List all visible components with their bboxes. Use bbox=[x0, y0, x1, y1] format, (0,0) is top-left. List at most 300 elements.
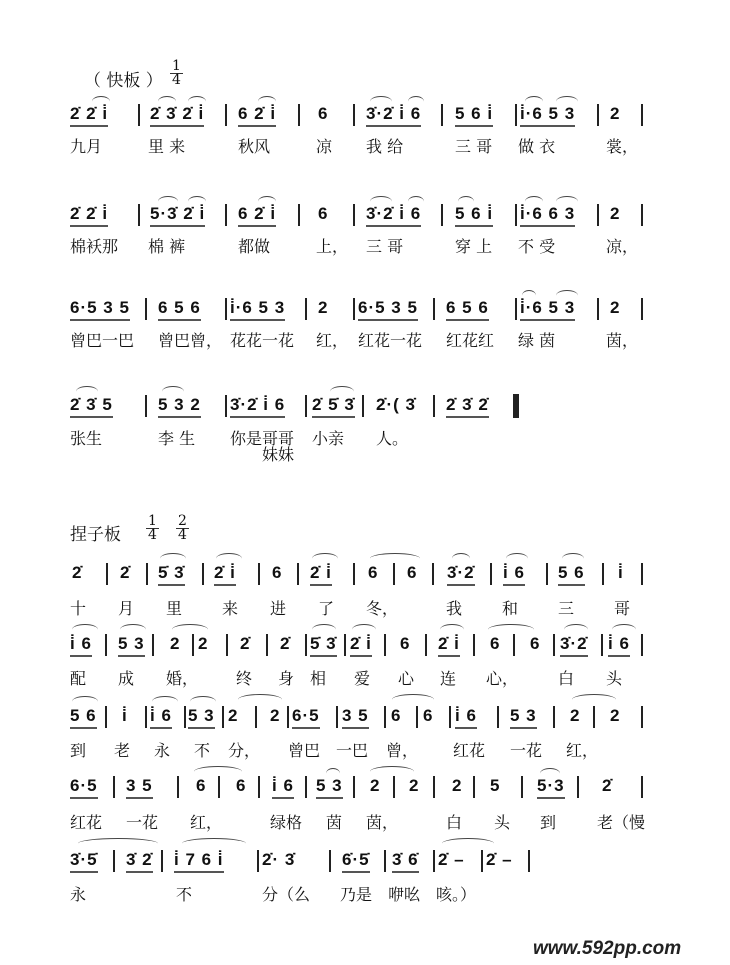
barline bbox=[597, 298, 599, 320]
measure: 6 bbox=[407, 563, 418, 582]
barline bbox=[515, 104, 517, 126]
slur bbox=[564, 624, 588, 635]
measure: 6 bbox=[236, 776, 247, 795]
barline bbox=[641, 298, 643, 320]
barline bbox=[202, 563, 204, 585]
barline bbox=[161, 850, 163, 872]
barline bbox=[225, 395, 227, 417]
lyric: 小亲 bbox=[312, 429, 345, 448]
barline bbox=[305, 298, 307, 320]
measure: 2 bbox=[318, 298, 329, 317]
barline bbox=[145, 298, 147, 320]
slur bbox=[556, 96, 578, 107]
lyric: 和 bbox=[502, 599, 519, 618]
measure: 6 2̇ i̇ bbox=[238, 104, 276, 127]
slur bbox=[506, 553, 528, 564]
measure: 5̇ 3̇ bbox=[310, 634, 337, 657]
lyric: 头 bbox=[494, 813, 511, 832]
barline bbox=[641, 776, 643, 798]
measure: 5 bbox=[490, 776, 501, 795]
lyric: 曾巴曾， bbox=[158, 331, 223, 350]
lyric: 绿格 bbox=[270, 813, 303, 832]
measure: 2̇ – bbox=[486, 850, 513, 869]
lyric: 曾巴 bbox=[288, 741, 321, 760]
measure: 6 bbox=[423, 706, 434, 725]
measure: 6 2̇ i̇ bbox=[238, 204, 276, 227]
measure: 2 bbox=[370, 776, 381, 795]
slur bbox=[238, 694, 282, 705]
slur bbox=[258, 196, 276, 207]
lyric: 乃是 bbox=[340, 885, 373, 904]
lyric: 咳。） bbox=[436, 885, 477, 904]
measure: 2 bbox=[610, 104, 621, 123]
measure: 2̇ 3̇ 5 bbox=[70, 395, 113, 418]
barline bbox=[528, 850, 530, 872]
measure: 2 bbox=[570, 706, 581, 725]
barline bbox=[329, 850, 331, 872]
lyric: 绿 茵 bbox=[518, 331, 556, 350]
barline bbox=[177, 776, 179, 798]
measure: 6 bbox=[368, 563, 379, 582]
measure: 2̇ i̇ bbox=[214, 563, 236, 586]
barline bbox=[305, 776, 307, 798]
measure: 3 5 bbox=[126, 776, 153, 799]
slur bbox=[330, 386, 354, 397]
lyric: 一花 bbox=[510, 741, 543, 760]
lyric: 分， bbox=[228, 741, 261, 760]
lyric: 头 bbox=[606, 669, 623, 688]
measure: i̇ 6 bbox=[70, 634, 92, 657]
barline bbox=[473, 776, 475, 798]
slur bbox=[72, 624, 98, 635]
time-signature: $\frac{1}{4}$ bbox=[172, 58, 181, 88]
barline bbox=[305, 634, 307, 656]
measure: 2̇ 3̇ 2̇ i̇ bbox=[150, 104, 204, 127]
measure: 2̇ 2̇ i̇ bbox=[70, 204, 108, 227]
tempo-label-kuaiban: （ 快板 ） bbox=[84, 71, 163, 91]
barline bbox=[258, 776, 260, 798]
barline bbox=[515, 298, 517, 320]
barline bbox=[225, 204, 227, 226]
barline bbox=[255, 706, 257, 728]
lyric: 分（么 bbox=[262, 885, 311, 904]
lyric: 曾， bbox=[386, 741, 419, 760]
measure: 5·3 bbox=[537, 776, 565, 799]
measure: 6 bbox=[272, 563, 283, 582]
lyric: 红花 bbox=[70, 813, 103, 832]
barline bbox=[353, 298, 355, 320]
measure: 2 bbox=[452, 776, 463, 795]
barline bbox=[641, 204, 643, 226]
barline bbox=[513, 634, 515, 656]
measure: 6̇·5̇ bbox=[342, 850, 370, 873]
lyric: 红， bbox=[316, 331, 349, 350]
lyric: 茵 bbox=[326, 813, 343, 832]
lyric: 红， bbox=[566, 741, 599, 760]
lyric: 里 bbox=[166, 599, 183, 618]
slur bbox=[190, 696, 216, 707]
lyric: 连 bbox=[440, 669, 457, 688]
slur bbox=[408, 196, 424, 207]
slur bbox=[572, 694, 616, 705]
slur bbox=[408, 96, 424, 107]
measure: 2 bbox=[409, 776, 420, 795]
watermark: www.592pp.com bbox=[533, 938, 682, 959]
lyric: 冬， bbox=[366, 599, 399, 618]
slur bbox=[612, 624, 636, 635]
lyric: 爱 bbox=[354, 669, 371, 688]
measure: 2̇· 3̇ bbox=[262, 850, 296, 869]
barline bbox=[384, 850, 386, 872]
barline bbox=[593, 706, 595, 728]
barline bbox=[441, 104, 443, 126]
barline bbox=[297, 563, 299, 585]
barline bbox=[362, 395, 364, 417]
slur bbox=[312, 624, 336, 635]
slur bbox=[525, 96, 543, 107]
measure: 6 5 6 bbox=[446, 298, 489, 321]
slur bbox=[392, 694, 434, 705]
barline bbox=[113, 850, 115, 872]
slur bbox=[370, 553, 420, 564]
barline bbox=[344, 634, 346, 656]
slur bbox=[194, 766, 242, 777]
barline bbox=[266, 634, 268, 656]
slur bbox=[258, 96, 276, 107]
measure: 5̇ 3̇ bbox=[158, 563, 185, 586]
slur bbox=[158, 96, 176, 107]
slur bbox=[216, 553, 242, 564]
barline bbox=[449, 706, 451, 728]
lyric: 了 bbox=[318, 599, 335, 618]
measure: 3̇·2̇ bbox=[560, 634, 588, 657]
lyric: 心， bbox=[486, 669, 519, 688]
slur bbox=[172, 624, 208, 635]
measure: 6 bbox=[400, 634, 411, 653]
slur bbox=[312, 553, 338, 564]
measure: 5 6 i̇ bbox=[455, 204, 493, 227]
barline bbox=[353, 776, 355, 798]
barline bbox=[287, 706, 289, 728]
barline bbox=[298, 204, 300, 226]
barline bbox=[393, 776, 395, 798]
barline bbox=[597, 204, 599, 226]
measure: 5 6 i̇ bbox=[455, 104, 493, 127]
tempo-label-niezi: 捏子板 bbox=[70, 525, 121, 545]
barline bbox=[473, 634, 475, 656]
lyric: 曾巴一巴 bbox=[70, 331, 135, 350]
barline bbox=[336, 706, 338, 728]
barline bbox=[641, 563, 643, 585]
lyric: 凉 bbox=[316, 137, 333, 156]
barline bbox=[353, 104, 355, 126]
slur bbox=[76, 386, 98, 397]
barline bbox=[258, 563, 260, 585]
slur bbox=[158, 196, 178, 207]
slur bbox=[162, 386, 184, 397]
barline bbox=[441, 204, 443, 226]
measure: 3 5 bbox=[342, 706, 369, 729]
measure: 2̇ 5̇ 3̇ bbox=[312, 395, 355, 418]
measure: i̇ 7 6 i̇ bbox=[174, 850, 224, 873]
lyric: 凉， bbox=[606, 237, 639, 256]
lyric: 一巴 bbox=[336, 741, 369, 760]
barline bbox=[222, 706, 224, 728]
barline bbox=[432, 563, 434, 585]
barline bbox=[298, 104, 300, 126]
lyric: 张生 bbox=[70, 429, 103, 448]
barline bbox=[257, 850, 259, 872]
measure: 5 3 2 bbox=[158, 395, 201, 418]
barline bbox=[497, 706, 499, 728]
lyric: 身 bbox=[278, 669, 295, 688]
lyric: 婚， bbox=[166, 669, 199, 688]
barline bbox=[113, 776, 115, 798]
lyric: 进 bbox=[270, 599, 287, 618]
lyric: 红花红 bbox=[446, 331, 495, 350]
lyric: 棉袄那 bbox=[70, 237, 119, 256]
measure: i̇ 6 bbox=[455, 706, 477, 729]
measure: 3̇·2̇ bbox=[447, 563, 475, 586]
measure: 2̇ i̇ bbox=[310, 563, 332, 586]
lyric: 李 生 bbox=[158, 429, 196, 448]
slur bbox=[182, 838, 246, 849]
barline bbox=[553, 706, 555, 728]
barline bbox=[225, 104, 227, 126]
measure: 6·5 bbox=[292, 706, 320, 729]
barline bbox=[393, 563, 395, 585]
lyric: 都做 bbox=[238, 237, 271, 256]
barline bbox=[433, 850, 435, 872]
lyric: 终 bbox=[236, 669, 253, 688]
barline bbox=[515, 204, 517, 226]
barline bbox=[416, 706, 418, 728]
slur bbox=[452, 553, 470, 564]
measure: 3̇·2̇ i̇ 6 bbox=[230, 395, 285, 418]
measure: 3̇·5̇ bbox=[70, 850, 98, 873]
slur bbox=[152, 696, 178, 707]
barline bbox=[152, 634, 154, 656]
measure: 2 bbox=[198, 634, 209, 653]
measure: i̇ 6 bbox=[150, 706, 172, 729]
lyric: 月 bbox=[118, 599, 135, 618]
lyric: 你是哥哥 bbox=[230, 429, 295, 448]
lyric: 穿 上 bbox=[455, 237, 493, 256]
slur bbox=[370, 196, 392, 207]
barline bbox=[106, 563, 108, 585]
barline bbox=[601, 634, 603, 656]
measure: i̇ 6 bbox=[272, 776, 294, 799]
measure: 6 bbox=[318, 204, 329, 223]
barline bbox=[145, 706, 147, 728]
slur bbox=[488, 624, 534, 635]
barline bbox=[225, 298, 227, 320]
slur bbox=[72, 696, 98, 707]
barline bbox=[138, 104, 140, 126]
lyric: 我 给 bbox=[366, 137, 404, 156]
slur bbox=[188, 196, 206, 207]
barline bbox=[384, 634, 386, 656]
slur bbox=[525, 196, 543, 207]
measure: i̇·6 6 3 bbox=[520, 204, 575, 227]
barline bbox=[305, 395, 307, 417]
measure: 2̇ bbox=[240, 634, 251, 653]
measure: i̇ bbox=[618, 563, 624, 582]
measure: 2̇ bbox=[120, 563, 131, 582]
measure: 2̇ 3̇ 2̇ bbox=[446, 395, 489, 418]
lyric: 上， bbox=[316, 237, 349, 256]
measure: i̇·6 5 3 bbox=[520, 104, 575, 127]
barline bbox=[384, 706, 386, 728]
measure: 6 bbox=[530, 634, 541, 653]
measure: 6·5 3 5 bbox=[358, 298, 418, 321]
barline bbox=[641, 634, 643, 656]
slur bbox=[556, 290, 578, 301]
measure: 2̇ i̇ bbox=[438, 634, 460, 657]
barline bbox=[146, 563, 148, 585]
barline bbox=[521, 776, 523, 798]
measure: 2 bbox=[610, 706, 621, 725]
lyric: 心 bbox=[398, 669, 415, 688]
lyric: 配 bbox=[70, 669, 87, 688]
time-signature-1: $\frac{1}{4}$ bbox=[148, 513, 157, 543]
lyric: 不 bbox=[176, 885, 193, 904]
slur bbox=[442, 838, 494, 849]
lyric: 红， bbox=[190, 813, 223, 832]
barline bbox=[105, 706, 107, 728]
measure: 2̇ i̇ bbox=[350, 634, 372, 657]
measure: 6·5 bbox=[70, 776, 98, 799]
measure: 2 bbox=[610, 298, 621, 317]
lyric: 相 bbox=[310, 669, 327, 688]
lyric: 棉 裤 bbox=[148, 237, 186, 256]
lyric: 裳， bbox=[606, 137, 639, 156]
measure: i̇·6 5 3 bbox=[520, 298, 575, 321]
barline bbox=[145, 395, 147, 417]
slur bbox=[540, 768, 560, 779]
lyric: 白 bbox=[446, 813, 463, 832]
lyric: 里 来 bbox=[148, 137, 186, 156]
lyric: 茵， bbox=[366, 813, 399, 832]
barline bbox=[192, 634, 194, 656]
slur bbox=[92, 96, 110, 107]
lyric: 九月 bbox=[70, 137, 103, 156]
measure: 2 bbox=[228, 706, 239, 725]
time-signature-2: $\frac{2}{4}$ bbox=[178, 513, 187, 543]
final-barline bbox=[513, 394, 519, 418]
barline bbox=[353, 563, 355, 585]
barline bbox=[641, 706, 643, 728]
measure: 5·3̇ 2̇ i̇ bbox=[150, 204, 205, 227]
barline bbox=[353, 204, 355, 226]
lyric: 不 bbox=[194, 741, 211, 760]
lyric: 不 受 bbox=[518, 237, 556, 256]
slur bbox=[160, 553, 186, 564]
lyric: 做 衣 bbox=[518, 137, 556, 156]
barline bbox=[602, 563, 604, 585]
measure: 2̇·( 3̇ bbox=[376, 395, 416, 414]
slur bbox=[458, 196, 474, 207]
barline bbox=[184, 706, 186, 728]
measure: 5 6 bbox=[70, 706, 97, 729]
lyric: 三 bbox=[558, 599, 575, 618]
measure: 6 5 6 bbox=[158, 298, 201, 321]
barline bbox=[226, 634, 228, 656]
lyric: 永 bbox=[70, 885, 87, 904]
lyric: 到 bbox=[70, 741, 87, 760]
lyric-alternate: 妹妹 bbox=[262, 445, 295, 464]
lyric: 老 bbox=[114, 741, 131, 760]
measure: 5 3 bbox=[316, 776, 343, 799]
barline bbox=[433, 395, 435, 417]
lyric: 三 哥 bbox=[366, 237, 404, 256]
measure: 5 3 bbox=[118, 634, 145, 657]
measure: 6 bbox=[196, 776, 207, 795]
measure: 6·5 3 5 bbox=[70, 298, 130, 321]
lyric: 茵， bbox=[606, 331, 639, 350]
slur bbox=[556, 196, 578, 207]
lyric: 咿吆 bbox=[388, 885, 421, 904]
lyric: 来 bbox=[222, 599, 239, 618]
slur bbox=[120, 624, 146, 635]
lyric: 永 bbox=[154, 741, 171, 760]
lyric: 到 bbox=[540, 813, 557, 832]
barline bbox=[641, 104, 643, 126]
barline bbox=[481, 850, 483, 872]
lyric: 秋风 bbox=[238, 137, 271, 156]
measure: 2̇ bbox=[280, 634, 291, 653]
measure: 3̇·2̇ i̇ 6 bbox=[366, 104, 421, 127]
measure: 2 bbox=[610, 204, 621, 223]
measure: 2 bbox=[170, 634, 181, 653]
measure: i̇ 6 bbox=[503, 563, 525, 586]
measure: 6 bbox=[391, 706, 402, 725]
measure: i̇ bbox=[122, 706, 128, 725]
slur bbox=[522, 290, 536, 301]
slur bbox=[370, 96, 392, 107]
measure: 2̇ – bbox=[438, 850, 465, 869]
measure: i̇ 6 bbox=[608, 634, 630, 657]
lyric: 成 bbox=[118, 669, 135, 688]
barline bbox=[597, 104, 599, 126]
barline bbox=[105, 634, 107, 656]
lyric: 红花一花 bbox=[358, 331, 423, 350]
slur bbox=[326, 768, 340, 779]
measure: 6 bbox=[490, 634, 501, 653]
measure: 2̇ bbox=[602, 776, 613, 795]
measure: i̇·6 5 3 bbox=[230, 298, 285, 321]
barline bbox=[218, 776, 220, 798]
measure: 2 bbox=[270, 706, 281, 725]
barline bbox=[433, 776, 435, 798]
measure: 6 bbox=[318, 104, 329, 123]
measure: 3̇ 6̇ bbox=[392, 850, 419, 873]
slur bbox=[188, 96, 206, 107]
slur bbox=[562, 553, 584, 564]
slur bbox=[352, 624, 376, 635]
measure: 5 3 bbox=[510, 706, 537, 729]
measure: 2̇ bbox=[72, 563, 83, 582]
lyric: 哥 bbox=[614, 599, 631, 618]
barline bbox=[425, 634, 427, 656]
lyric: 花花一花 bbox=[230, 331, 295, 350]
slur bbox=[440, 624, 464, 635]
barline bbox=[546, 563, 548, 585]
lyric: 老（慢 bbox=[597, 813, 646, 832]
lyric: 白 bbox=[558, 669, 575, 688]
barline bbox=[577, 776, 579, 798]
barline bbox=[138, 204, 140, 226]
